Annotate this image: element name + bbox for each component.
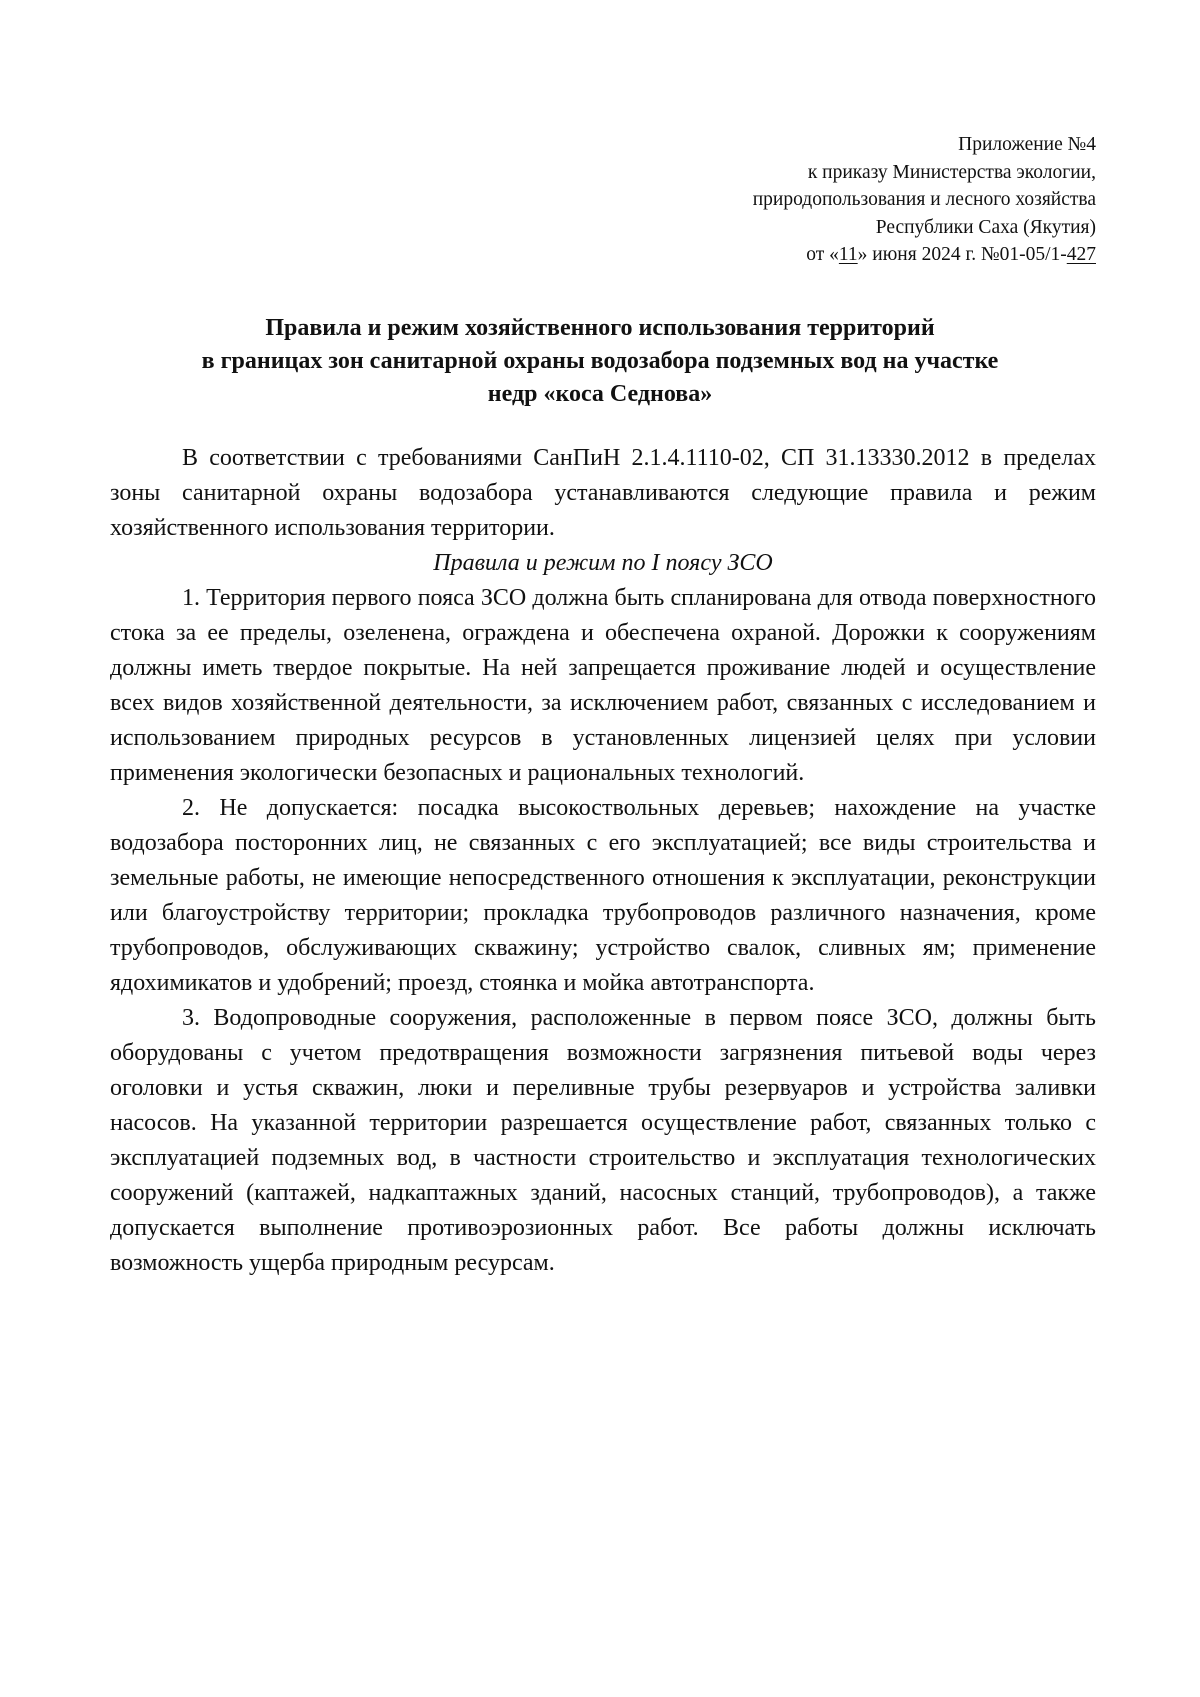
appendix-republic: Республики Саха (Якутия) — [875, 216, 1096, 238]
document-body — [110, 441, 1096, 1281]
appendix-order-ref: к приказу Министерства экологии, — [807, 161, 1096, 183]
title-line-1: Правила и режим хозяйственного использования территорий — [265, 315, 935, 341]
appendix-ministry: природопользования и лесного хозяйства — [752, 189, 1096, 210]
appendix-number: Приложение №4 — [958, 134, 1096, 155]
title-line-3: недр «коса Седнова» — [487, 381, 713, 407]
intro-paragraph: В соответствии с требованиями СанПиН 2.1.4.1110-02, СП 31.13330.2012 в пределах зоны санитарной охраны водозабора устанавливаются следующие правила и режим хозяйственного использования территории. — [110, 445, 1096, 541]
appendix-order-date — [753, 241, 1096, 269]
date-middle: » июня 2024 г. №01-05/1- — [857, 244, 1067, 265]
title-line-2: в границах зон санитарной охраны водозабора подземных вод на участке — [201, 348, 999, 374]
section-subheading: Правила и режим по I поясу ЗСО — [433, 550, 773, 576]
order-number: 427 — [1066, 244, 1096, 265]
date-prefix: от « — [806, 244, 839, 265]
rule-paragraph-3: 3. Водопроводные сооружения, расположенные в первом поясе ЗСО, должны быть оборудованы с учетом предотвращения возможности загрязнения питьевой воды через оголовки и устья скважин, люки и переливные трубы резервуаров и устройства заливки насосов. На указанной территории разрешается осуществление работ, связанных только с эксплуатацией подземных вод, в частности строительство и эксплуатация технологических сооружений (каптажей, надкаптажных зданий, насосных станций, трубопроводов), а также допускается выполнение противоэрозионных работ. Все работы должны исключать возможность ущерба природным ресурсам. — [110, 1005, 1096, 1276]
rule-paragraph-1: 1. Территория первого пояса ЗСО должна быть спланирована для отвода поверхностного стока за ее пределы, озеленена, ограждена и обеспечена охраной. Дорожки к сооружениям должны иметь твердое покрытые. На ней запрещается проживание людей и осуществление всех видов хозяйственной деятельности, за исключением работ, связанных с исследованием и использованием природных ресурсов в установленных лицензией целях при условии применения экологически безопасных и рациональных технологий. — [110, 585, 1096, 786]
document-title — [104, 312, 1096, 411]
order-day: 11 — [838, 244, 858, 265]
rule-paragraph-2: 2. Не допускается: посадка высокоствольных деревьев; нахождение на участке водозабора посторонних лиц, не связанных с его эксплуатацией; все виды строительства и земельные работы, не имеющие непосредственного отношения к эксплуатации, реконструкции или благоустройству территории; прокладка трубопроводов различного назначения, кроме трубопроводов, обслуживающих скважину; устройство свалок, сливных ям; применение ядохимикатов и удобрений; проезд, стоянка и мойка автотранспорта. — [110, 795, 1096, 996]
appendix-header — [753, 131, 1096, 269]
